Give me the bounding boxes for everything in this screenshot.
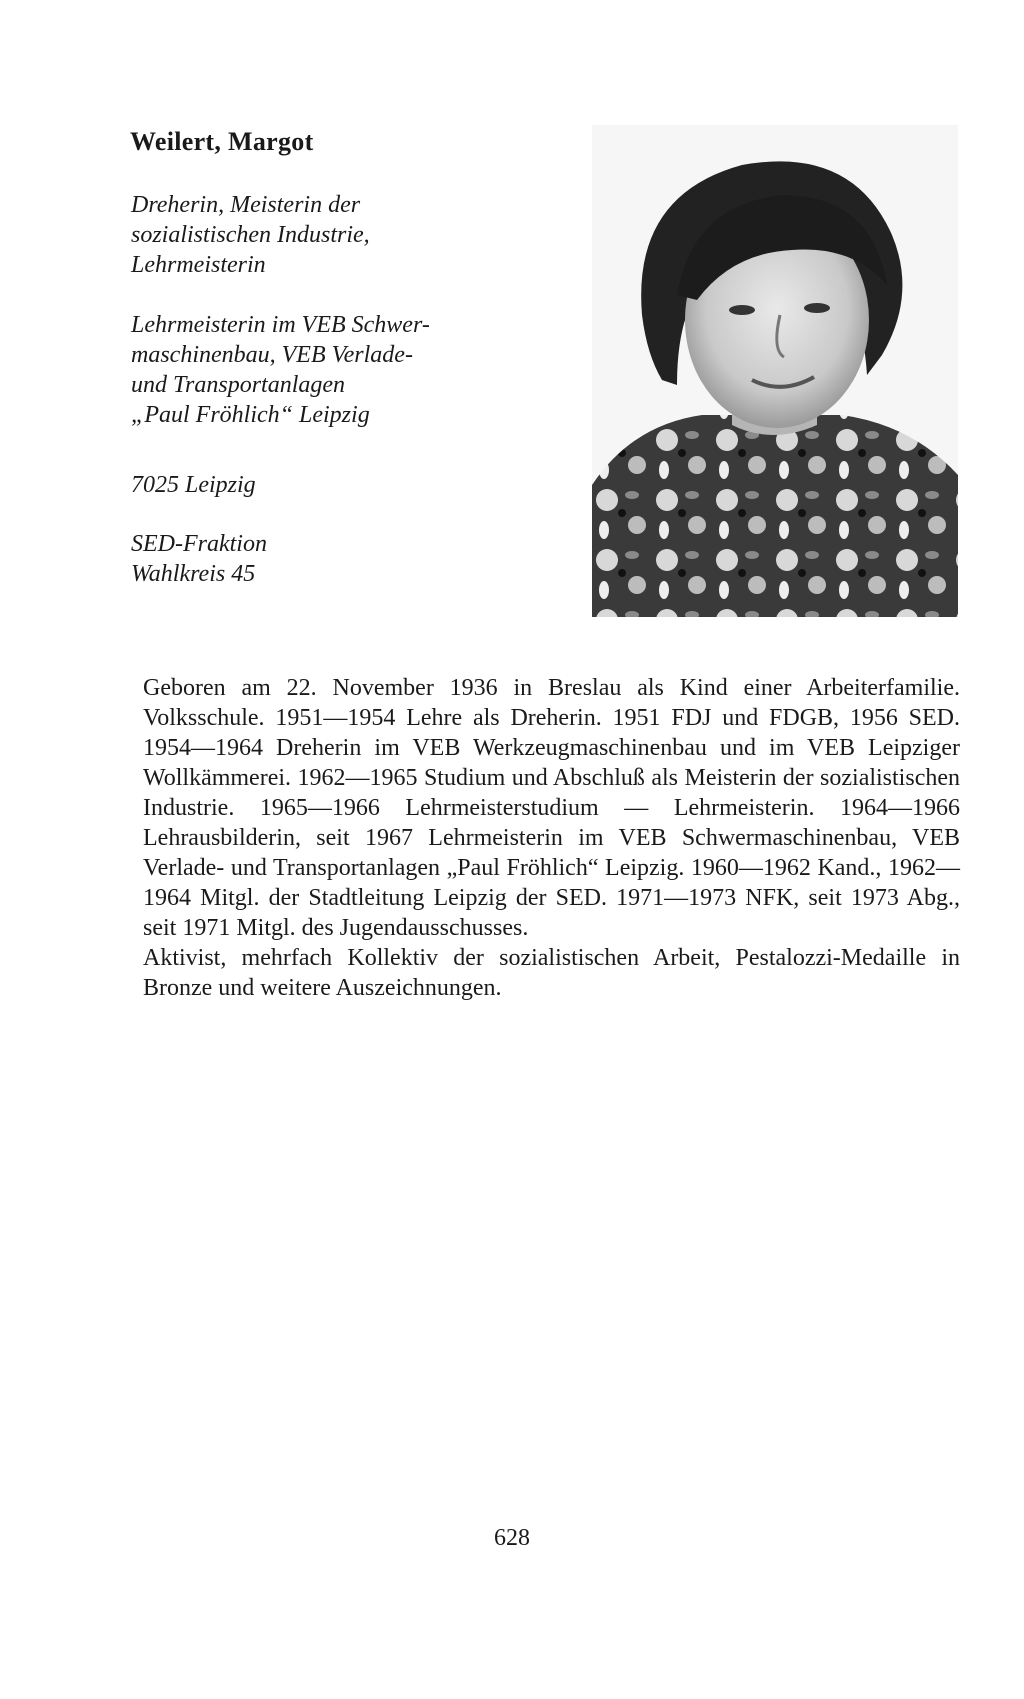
portrait-illustration bbox=[592, 125, 958, 617]
roles-block bbox=[131, 190, 370, 280]
workplace-line: und Transportanlagen bbox=[131, 372, 346, 398]
biography-paragraph: Geboren am 22. November 1936 in Breslau als Kind einer Arbeiterfamilie. Volksschule. 1951—1954 Lehre als Dreherin. 1951 FDJ und FDGB, 1956 SED. 1954—1964 Dreherin im VEB Werkzeugmaschinenbau und im VEB Leipziger Wollkämmerei. 1962—1965 Studium und Abschluß als Meisterin der sozialistischen Industrie. 1965—1966 Lehrmeisterstudium — Lehrmeisterin. 1964—1966 Lehrausbilderin, seit 1967 Lehrmeisterin im VEB Schwermaschinenbau, VEB Verlade- und Transportanlagen „Paul Fröhlich“ Leipzig. 1960—1962 Kand., 1962—1964 Mitgl. der Stadtleitung Leipzig der SED. 1971—1973 NFK, seit 1973 Abg., seit 1971 Mitgl. des Jugendausschusses. bbox=[143, 675, 960, 941]
role-line: Lehrmeisterin bbox=[131, 252, 266, 278]
biography-paragraph: Aktivist, mehrfach Kollektiv der sozialistischen Arbeit, Pestalozzi-Medaille in Bronze und weitere Auszeichnungen. bbox=[143, 945, 960, 1001]
page-number: 628 bbox=[494, 1525, 530, 1551]
workplace-line: Lehrmeisterin im VEB Schwer- bbox=[131, 312, 430, 338]
role-line: Dreherin, Meisterin der bbox=[131, 192, 361, 218]
city-block bbox=[131, 470, 256, 500]
faction-line: SED-Fraktion bbox=[131, 531, 267, 557]
role-line: sozialistischen Industrie, bbox=[131, 222, 370, 248]
city-line: 7025 Leipzig bbox=[131, 472, 256, 498]
portrait-photo bbox=[592, 125, 958, 617]
constituency-line: Wahlkreis 45 bbox=[131, 561, 256, 587]
workplace-block bbox=[131, 310, 430, 430]
workplace-line: „Paul Fröhlich“ Leipzig bbox=[131, 402, 370, 428]
faction-block bbox=[131, 529, 267, 589]
biography bbox=[143, 673, 960, 1003]
workplace-line: maschinenbau, VEB Verlade- bbox=[131, 342, 413, 368]
person-name: Weilert, Margot bbox=[130, 127, 314, 156]
